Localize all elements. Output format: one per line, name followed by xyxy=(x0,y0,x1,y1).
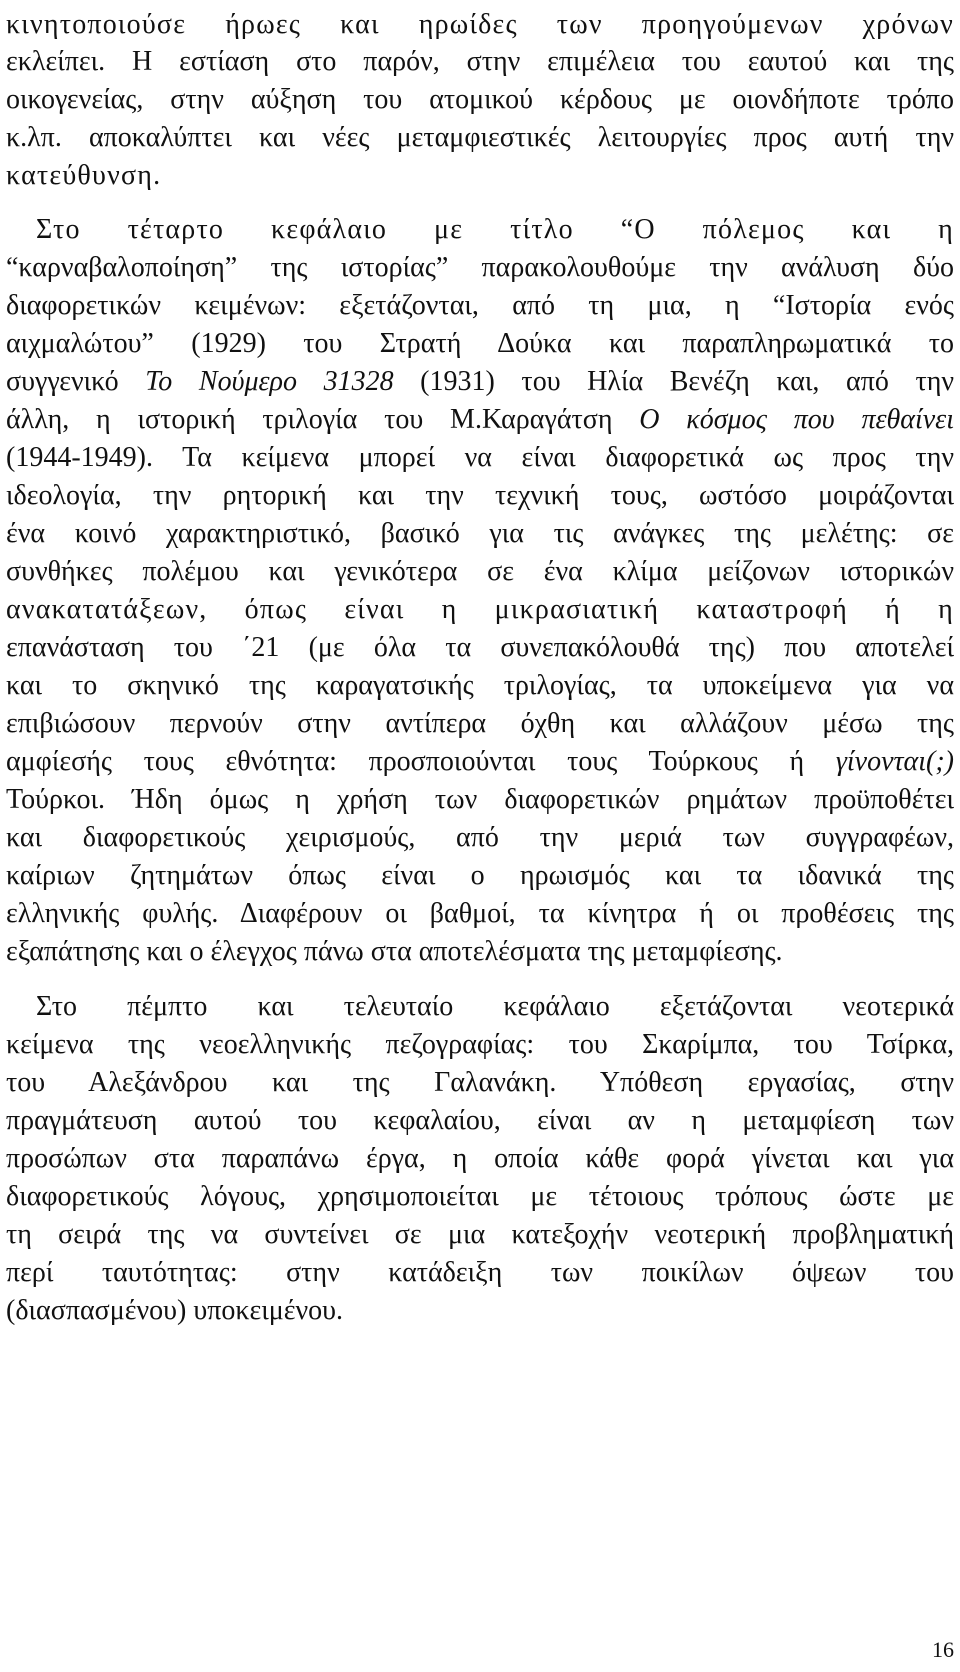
text-segment: τη σειρά της να συντείνει σε μια κατεξοχήν νεοτερική προβληματική xyxy=(6,1219,954,1250)
text-segment: εξαπάτησης και ο έλεγχος πάνω στα αποτελέσματα της μεταμφίεσης. xyxy=(6,936,783,967)
text-segment-italic: γίνονται(;) xyxy=(835,746,954,777)
text-segment: “καρναβαλοποίηση” της ιστορίας” παρακολουθούμε την ανάλυση δύο xyxy=(6,252,954,283)
text-segment: αιχμαλώτου” (1929) του Στρατή Δούκα και παραπληρωματικά το xyxy=(6,328,954,359)
text-segment: επιβιώσουν περνούν στην αντίπερα όχθη και αλλάζουν μέσω της xyxy=(6,708,954,739)
text-segment: επανάσταση του ΄21 (με όλα τα συνεπακόλουθά της) που αποτελεί xyxy=(6,632,954,663)
page-number: 16 xyxy=(932,1637,954,1662)
text-segment: Τούρκοι. Ήδη όμως η χρήση των διαφορετικών ρημάτων προϋποθέτει xyxy=(6,784,954,815)
text-segment: διαφορετικών κειμένων: εξετάζονται, από τη μια, η “Ιστορία ενός xyxy=(6,290,954,321)
text-line xyxy=(6,1286,954,1336)
text-segment: οικογενείας, στην αύξηση του ατομικού κέρδους με οιονδήποτε τρόπο xyxy=(6,84,954,115)
text-segment: ένα κοινό χαρακτηριστικό, βασικό για τις ανάγκες της μελέτης: σε xyxy=(6,518,954,549)
text-segment: (1931) του Ηλία Βενέζη και, από την xyxy=(393,366,954,397)
text-segment: διαφορετικούς λόγους, χρησιμοποιείται με τέτοιους τρόπους ώστε με xyxy=(6,1181,954,1212)
text-segment: πραγμάτευση αυτού του κεφαλαίου, είναι αν η μεταμφίεση των xyxy=(6,1105,954,1136)
text-segment: κινητοποιούσε ήρωες και ηρωίδες των προηγούμενων χρόνων xyxy=(6,9,954,40)
text-line xyxy=(6,927,954,977)
text-segment: εκλείπει. Η εστίαση στο παρόν, στην επιμέλεια του εαυτού και της xyxy=(6,46,954,77)
text-segment: (1944-1949). Τα κείμενα μπορεί να είναι διαφορετικά ως προς την xyxy=(6,442,954,473)
text-segment: περί ταυτότητας: στην κατάδειξη των ποικίλων όψεων του xyxy=(6,1257,954,1288)
text-segment: κατεύθυνση. xyxy=(6,160,162,191)
text-segment: συνθήκες πολέμου και γενικότερα σε ένα κλίμα μείζονων ιστορικών xyxy=(6,556,954,587)
text-segment: Στο τέταρτο κεφάλαιο με τίτλο “Ο πόλεμος και η xyxy=(36,214,954,245)
text-segment: καίριων ζητημάτων όπως είναι ο ηρωισμός και τα ιδανικά της xyxy=(6,860,954,891)
text-segment: του Αλεξάνδρου και της Γαλανάκη. Υπόθεση εργασίας, στην xyxy=(6,1067,954,1098)
text-segment: συγγενικό xyxy=(6,366,146,397)
text-segment: (διασπασμένου) υποκειμένου. xyxy=(6,1295,344,1326)
text-segment: Στο πέμπτο και τελευταίο κεφάλαιο εξετάζονται νεοτερικά xyxy=(36,991,954,1022)
text-segment: άλλη, η ιστορική τριλογία του Μ.Καραγάτση xyxy=(6,404,640,435)
text-segment: κείμενα της νεοελληνικής πεζογραφίας: του Σκαρίμπα, του Τσίρκα, xyxy=(6,1029,954,1060)
text-segment: και διαφορετικούς χειρισμούς, από την μεριά των συγγραφέων, xyxy=(6,822,954,853)
text-segment-italic: Το Νούμερο 31328 xyxy=(145,366,394,397)
text-segment: αμφίεσής τους εθνότητα: προσποιούνται τους Τούρκους ή xyxy=(6,746,836,777)
text-segment-italic: Ο κόσμος που πεθαίνει xyxy=(639,404,954,435)
text-segment: ανακατατάξεων, όπως είναι η μικρασιατική καταστροφή ή η xyxy=(6,594,954,625)
text-segment: και το σκηνικό της καραγατσικής τριλογίας, τα υποκείμενα για να xyxy=(6,670,954,701)
text-segment: ιδεολογία, την ρητορική και την τεχνική τους, ωστόσο μοιράζονται xyxy=(6,480,954,511)
text-segment: ελληνικής φυλής. Διαφέρουν οι βαθμοί, τα κίνητρα ή οι προθέσεις της xyxy=(6,898,954,929)
text-segment: κ.λπ. αποκαλύπτει και νέες μεταμφιεστικές λειτουργίες προς αυτή την xyxy=(6,122,954,153)
text-segment: προσώπων στα παραπάνω έργα, η οποία κάθε φορά γίνεται και για xyxy=(6,1143,954,1174)
text-line xyxy=(6,151,954,201)
